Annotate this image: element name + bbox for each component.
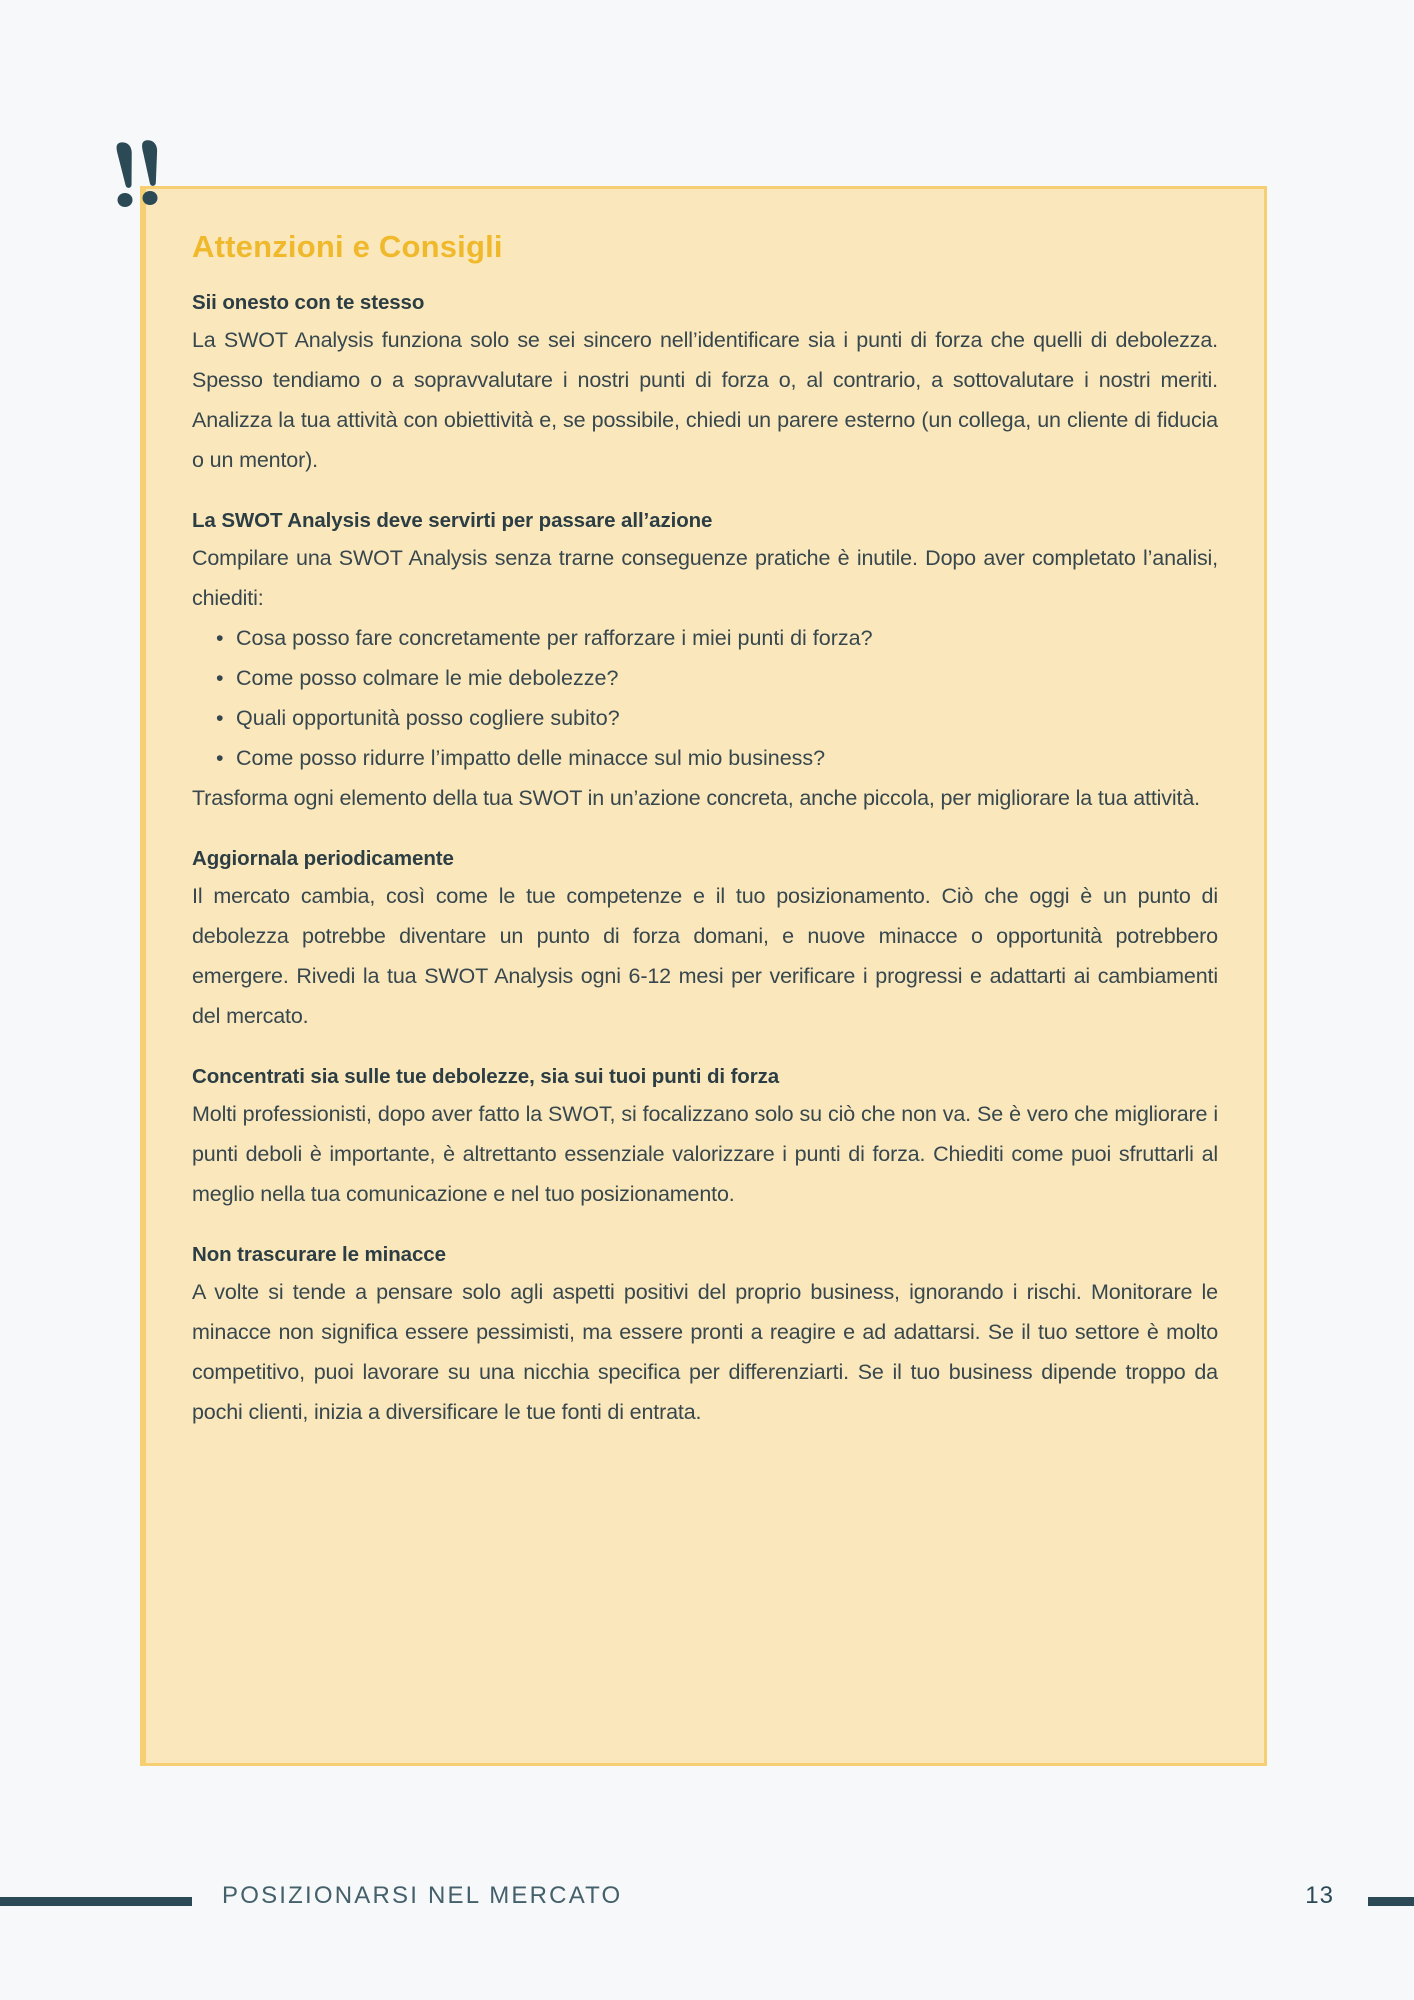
section-body bbox=[192, 876, 1218, 1036]
section-body bbox=[192, 320, 1218, 480]
section-paragraph: Compilare una SWOT Analysis senza trarne conseguenze pratiche è inutile. Dopo aver completato l’analisi, chiediti: bbox=[192, 546, 1218, 610]
page-footer bbox=[0, 1880, 1414, 1920]
list-item: • Come posso ridurre l’impatto delle minacce sul mio business? bbox=[192, 738, 1218, 778]
list-item: • Come posso colmare le mie debolezze? bbox=[192, 658, 1218, 698]
section-paragraph: A volte si tende a pensare solo agli aspetti positivi del proprio business, ignorando i rischi. Monitorare le minacce non significa essere pessimisti, ma essere pronti a reagire e ad adattarsi. Se il tuo settore è molto competitivo, puoi lavorare su una nicchia specifica per differenziarti. Se il tuo business dipende troppo da pochi clienti, inizia a diversificare le tue fonti di entrata. bbox=[192, 1280, 1218, 1424]
list-item: • Quali opportunità posso cogliere subito? bbox=[192, 698, 1218, 738]
callout-content bbox=[146, 189, 1264, 1432]
footer-rule-left bbox=[0, 1897, 192, 1906]
section-paragraph: Il mercato cambia, così come le tue competenze e il tuo posizionamento. Ciò che oggi è un punto di debolezza potrebbe diventare un punto di forza domani, e nuove minacce o opportunità potrebbero emergere. Rivedi la tua SWOT Analysis ogni 6-12 mesi per verificare i progressi e adattarti ai cambiamenti del mercato. bbox=[192, 884, 1218, 1028]
callout-section bbox=[192, 1065, 1218, 1214]
section-heading: Aggiornala periodicamente bbox=[192, 847, 454, 870]
section-heading: Non trascurare le minacce bbox=[192, 1243, 446, 1266]
callout-title: Attenzioni e Consigli bbox=[192, 229, 503, 264]
callout-section bbox=[192, 847, 1218, 1036]
section-body bbox=[192, 1272, 1218, 1432]
section-body-after bbox=[192, 778, 1218, 818]
callout-card bbox=[140, 186, 1267, 1766]
section-paragraph: Trasforma ogni elemento della tua SWOT in un’azione concreta, anche piccola, per migliorare la tua attività. bbox=[192, 786, 1200, 810]
footer-rule-right bbox=[1368, 1897, 1414, 1906]
page-number: 13 bbox=[1305, 1882, 1334, 1909]
section-heading: Sii onesto con te stesso bbox=[192, 291, 425, 314]
callout-section bbox=[192, 291, 1218, 480]
double-exclamation-icon bbox=[112, 138, 182, 218]
section-paragraph: La SWOT Analysis funziona solo se sei sincero nell’identificare sia i punti di forza che quelli di debolezza. Spesso tendiamo o a sopravvalutare i nostri punti di forza o, al contrario, a sottovalutare i nostri meriti. Analizza la tua attività con obiettività e, se possibile, chiedi un parere esterno (un collega, un cliente di fiducia o un mentor). bbox=[192, 328, 1218, 472]
footer-title: POSIZIONARSI NEL MERCATO bbox=[222, 1882, 623, 1909]
section-body bbox=[192, 1094, 1218, 1214]
section-heading: La SWOT Analysis deve servirti per passare all’azione bbox=[192, 509, 713, 532]
callout-section bbox=[192, 1243, 1218, 1432]
callout-section bbox=[192, 509, 1218, 818]
section-paragraph: Molti professionisti, dopo aver fatto la SWOT, si focalizzano solo su ciò che non va. Se è vero che migliorare i punti deboli è importante, è altrettanto essenziale valorizzare i punti di forza. Chiediti come puoi sfruttarli al meglio nella tua comunicazione e nel tuo posizionamento. bbox=[192, 1102, 1218, 1206]
section-heading: Concentrati sia sulle tue debolezze, sia sui tuoi punti di forza bbox=[192, 1065, 780, 1088]
list-item: • Cosa posso fare concretamente per rafforzare i miei punti di forza? bbox=[192, 618, 1218, 658]
question-list bbox=[192, 618, 1218, 778]
section-body bbox=[192, 538, 1218, 618]
